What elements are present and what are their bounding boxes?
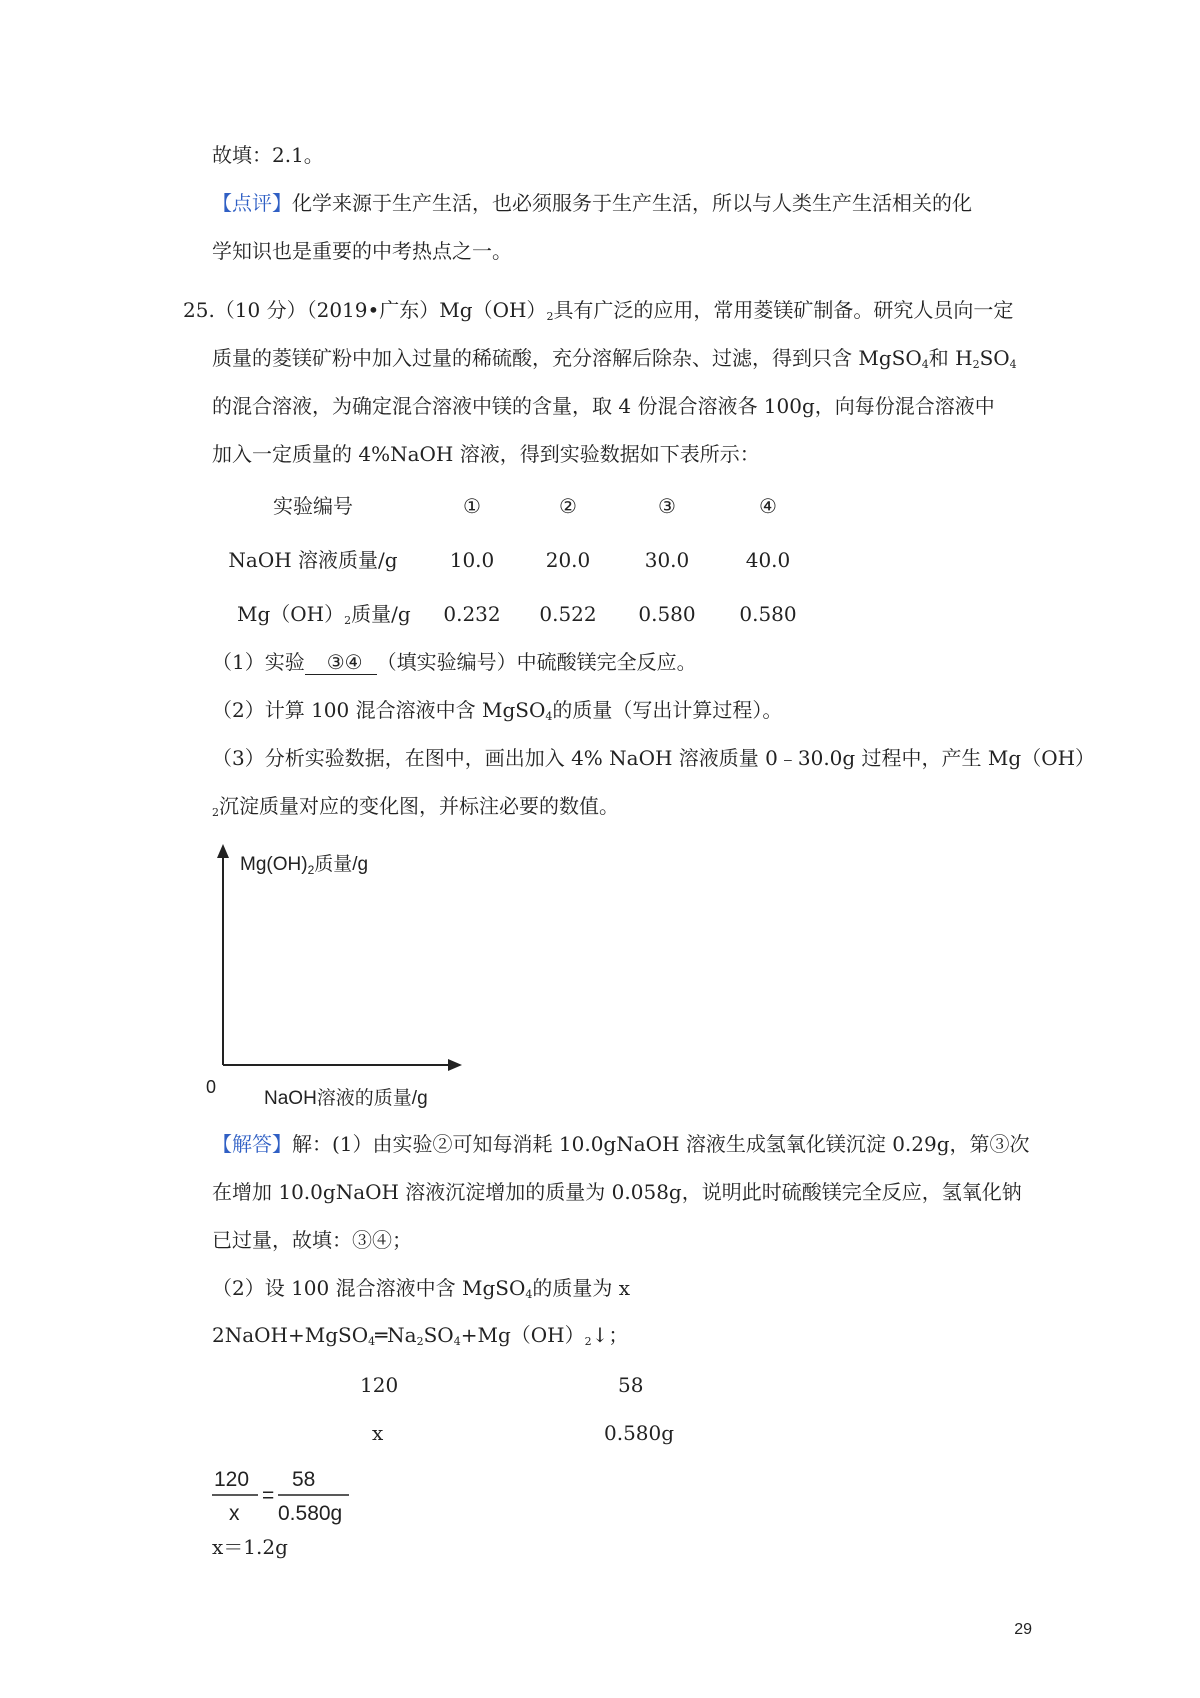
question-25-text-e: 加入一定质量的 4%NaOH 溶液，得到实验数据如下表所示： — [212, 442, 760, 466]
table-cell: 10.0 — [449, 548, 495, 572]
subscript: 2 — [584, 1335, 592, 1348]
fraction-denominator-1: x — [229, 1502, 240, 1525]
answer-line-2 — [212, 1177, 1022, 1207]
answer-text-4b: 的质量为 x — [532, 1276, 630, 1300]
subscript: 2 — [546, 310, 554, 323]
comment-line — [212, 188, 972, 218]
question-25-text-c3: SO — [979, 346, 1010, 370]
origin-label: 0 — [206, 1077, 217, 1097]
subscript: 2 — [416, 1335, 424, 1348]
comment-line-2 — [212, 236, 512, 266]
comment-tag: 【点评】 — [212, 191, 292, 215]
table-header-exp-2: ② — [559, 494, 577, 518]
table-cell: 0.232 — [443, 602, 501, 626]
table-cell: 0.580 — [739, 602, 797, 626]
answer-line-3 — [212, 1225, 412, 1255]
table-header-exp-1: ① — [463, 494, 481, 518]
label-part: Mg（OH） — [237, 602, 345, 626]
answer-text-2: 在增加 10.0gNaOH 溶液沉淀增加的质量为 0.058g，说明此时硫酸镁完全反应，氢氧化钠 — [212, 1180, 1022, 1204]
comment-text: 化学来源于生产生活，也必须服务于生产生活，所以与人类生产生活相关的化 — [292, 191, 972, 215]
known-mass: 0.580g — [604, 1421, 675, 1445]
subscript: 2 — [212, 806, 219, 819]
table-cell: 0.522 — [539, 602, 597, 626]
sub-question-2-text-b: 的质量（写出计算过程）。 — [552, 698, 783, 722]
table-cell: 20.0 — [545, 548, 591, 572]
unknown-x: x — [372, 1421, 384, 1445]
answer-blank: ③④ — [305, 650, 377, 675]
table-cell: 0.580 — [638, 602, 696, 626]
sub-question-3 — [212, 743, 1095, 773]
fraction-numerator-2: 58 — [292, 1468, 316, 1491]
y-axis-arrow-icon — [217, 844, 229, 858]
subscript: 2 — [972, 358, 980, 371]
molar-mass-mgoh2: 58 — [618, 1373, 644, 1397]
answer-text-4: （2）设 100 混合溶液中含 MgSO — [212, 1276, 526, 1300]
molar-mass-mgso4: 120 — [360, 1373, 399, 1397]
question-25-text: 25.（10 分）（2019•广东）Mg（OH） — [183, 298, 547, 322]
question-25-text-c2: 和 H — [928, 346, 973, 370]
answer-text-1: 解：(1）由实验②可知每消耗 10.0gNaOH 溶液生成氢氧化镁沉淀 0.29g，第③次 — [292, 1132, 1030, 1156]
question-25-line-3 — [212, 391, 995, 421]
table-cell: 40.0 — [745, 548, 791, 572]
x-axis-label: NaOH溶液的质量/g — [264, 1088, 428, 1109]
sub-question-3-text-b: 沉淀质量对应的变化图，并标注必要的数值。 — [219, 794, 619, 818]
sub-question-1-text: （1）实验 — [212, 650, 305, 674]
subscript: 4 — [453, 1335, 461, 1348]
table-row-mgoh-label — [237, 599, 411, 629]
proportion-fraction — [212, 1458, 352, 1530]
chemical-equation — [212, 1320, 628, 1350]
sub-question-1-text-b: （填实验编号）中硫酸镁完全反应。 — [376, 650, 697, 674]
eq-part: SO — [423, 1323, 454, 1347]
fraction-denominator-2: 0.580g — [278, 1502, 343, 1525]
table-header-label: 实验编号 — [273, 494, 353, 518]
subscript: 2 — [344, 614, 352, 627]
subscript: 4 — [921, 358, 929, 371]
sub-question-1 — [212, 647, 697, 677]
answer-line-4 — [212, 1273, 630, 1303]
eq-part: ↓； — [591, 1323, 629, 1347]
table-cell: 30.0 — [644, 548, 690, 572]
subscript: 4 — [545, 710, 553, 723]
question-25-line-2 — [212, 343, 1017, 373]
subscript: 4 — [368, 1335, 376, 1348]
table-row-naoh-label: NaOH 溶液质量/g — [228, 548, 398, 572]
table-header-exp-4: ④ — [759, 494, 777, 518]
sub-question-2-text: （2）计算 100 混合溶液中含 MgSO — [212, 698, 546, 722]
comment-text-2: 学知识也是重要的中考热点之一。 — [212, 239, 512, 263]
sub-question-3-cont — [212, 791, 619, 821]
question-25-line-1 — [183, 295, 1013, 325]
result-text: x＝1.2g — [212, 1535, 288, 1559]
fill-answer-line — [212, 140, 324, 170]
eq-part: 2NaOH+MgSO — [212, 1323, 369, 1347]
sub-question-3-text: （3）分析实验数据，在图中，画出加入 4% NaOH 溶液质量 0﹣30.0g 过程中，产生 Mg（OH） — [212, 746, 1096, 770]
x-axis-arrow-icon — [448, 1059, 462, 1071]
answer-line-1 — [212, 1129, 1030, 1159]
answer-text-3: 已过量，故填：③④； — [212, 1228, 412, 1252]
question-25-text-c: 质量的菱镁矿粉中加入过量的稀硫酸，充分溶解后除杂、过滤，得到只含 MgSO — [212, 346, 922, 370]
fraction-numerator-1: 120 — [214, 1468, 250, 1491]
blank-graph — [200, 840, 480, 1110]
equals-sign: = — [262, 1484, 275, 1507]
label-part: 质量/g — [351, 602, 411, 626]
question-25-text-b: 具有广泛的应用，常用菱镁矿制备。研究人员向一定 — [553, 298, 1014, 322]
page-number: 29 — [1014, 1621, 1032, 1638]
eq-part: +Mg（OH） — [460, 1323, 585, 1347]
question-25-text-d: 的混合溶液，为确定混合溶液中镁的含量，取 4 份混合溶液各 100g，向每份混合溶液中 — [212, 394, 995, 418]
subscript: 4 — [525, 1288, 533, 1301]
answer-tag: 【解答】 — [212, 1132, 292, 1156]
question-25-line-4 — [212, 439, 760, 469]
eq-part: ═Na — [375, 1323, 417, 1347]
sub-question-2 — [212, 695, 782, 725]
subscript: 4 — [1009, 358, 1017, 371]
result-line — [212, 1532, 288, 1562]
fill-answer-text: 故填：2.1。 — [212, 143, 324, 167]
y-axis-label: $Mg(OH)_2$质量/g — [240, 854, 369, 877]
table-header-exp-3: ③ — [658, 494, 676, 518]
